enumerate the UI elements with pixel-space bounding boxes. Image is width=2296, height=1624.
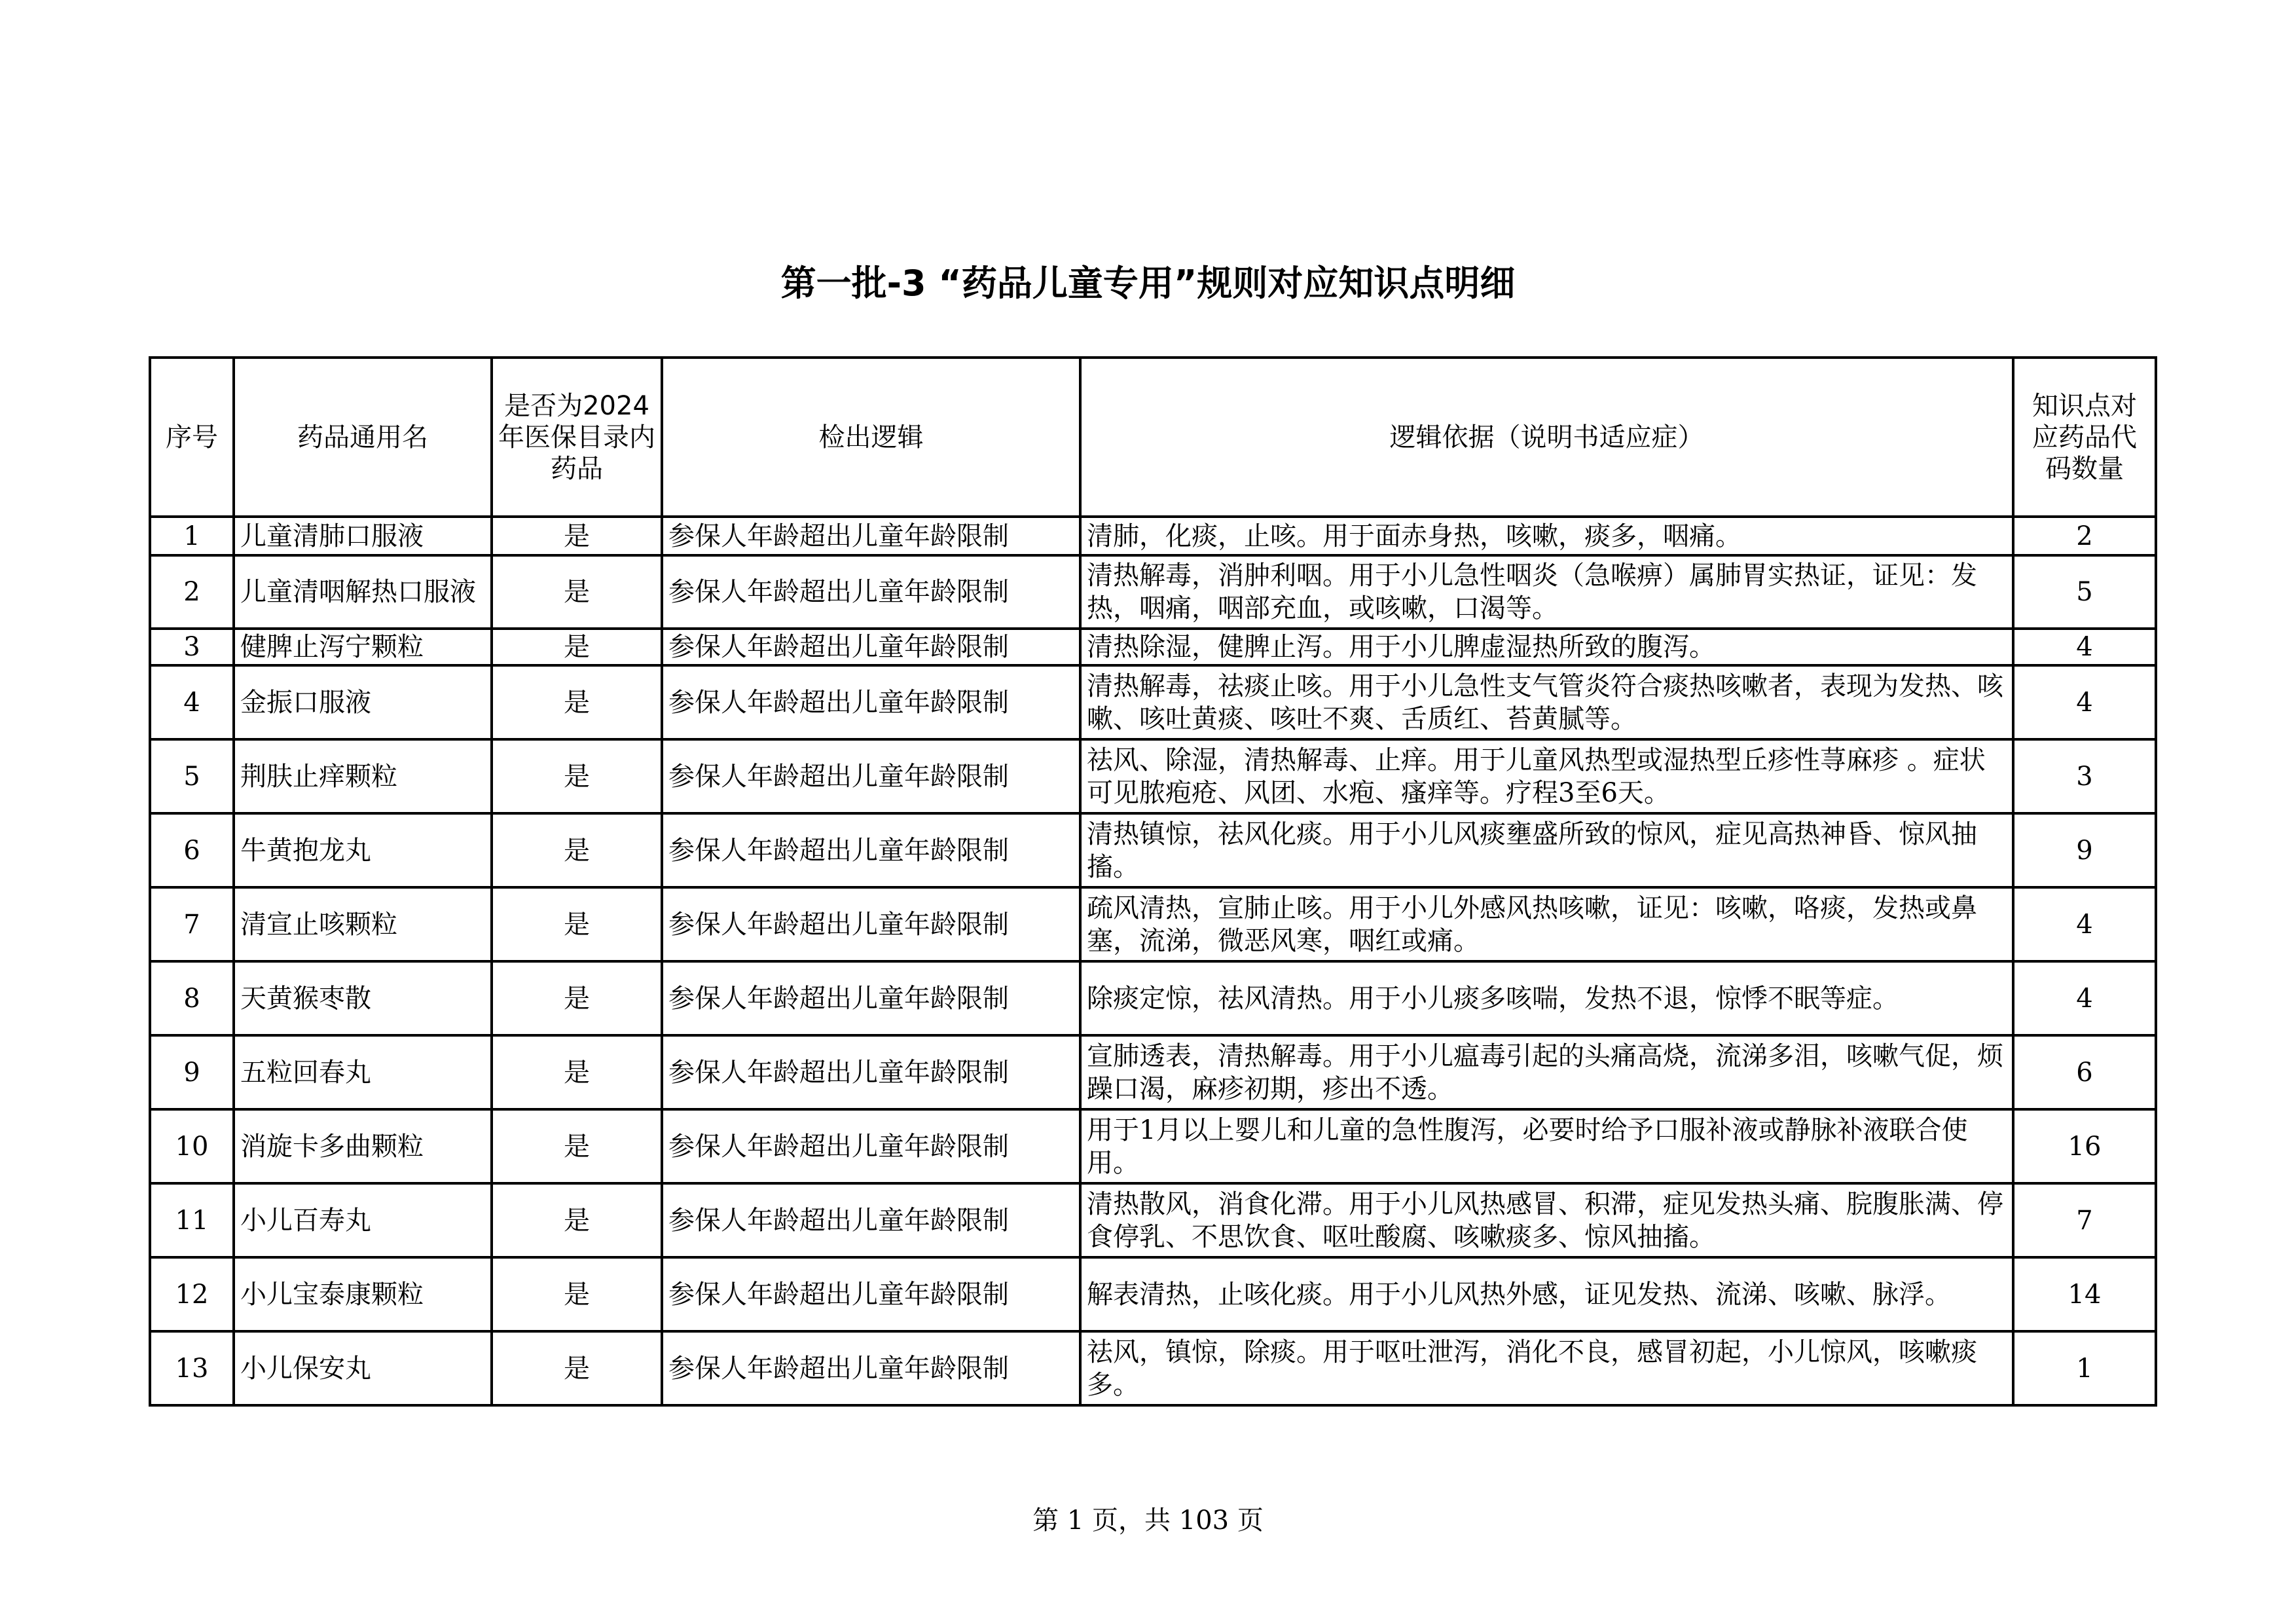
code-count-cell: 4 bbox=[2013, 887, 2156, 961]
header-no: 序号 bbox=[150, 358, 234, 517]
in-catalog-cell: 是 bbox=[492, 665, 662, 739]
table-row bbox=[150, 1035, 2156, 1109]
in-catalog-cell: 是 bbox=[492, 1183, 662, 1257]
drug-name-cell: 清宣止咳颗粒 bbox=[234, 887, 492, 961]
table-row bbox=[150, 961, 2156, 1035]
table-row bbox=[150, 555, 2156, 629]
detect-logic-cell: 参保人年龄超出儿童年龄限制 bbox=[662, 1109, 1080, 1183]
table-row bbox=[150, 1109, 2156, 1183]
row-number-cell: 1 bbox=[150, 517, 234, 555]
in-catalog-cell: 是 bbox=[492, 629, 662, 665]
detect-logic-cell: 参保人年龄超出儿童年龄限制 bbox=[662, 665, 1080, 739]
header-basis: 逻辑依据（说明书适应症） bbox=[1080, 358, 2013, 517]
in-catalog-cell: 是 bbox=[492, 961, 662, 1035]
detect-logic-cell: 参保人年龄超出儿童年龄限制 bbox=[662, 629, 1080, 665]
table-row bbox=[150, 1331, 2156, 1405]
drug-name-cell: 天黄猴枣散 bbox=[234, 961, 492, 1035]
detect-logic-cell: 参保人年龄超出儿童年龄限制 bbox=[662, 961, 1080, 1035]
in-catalog-cell: 是 bbox=[492, 555, 662, 629]
row-number-cell: 2 bbox=[150, 555, 234, 629]
code-count-cell: 5 bbox=[2013, 555, 2156, 629]
drug-name-cell: 荆肤止痒颗粒 bbox=[234, 739, 492, 813]
page-footer: 第 1 页，共 103 页 bbox=[1032, 1505, 1264, 1536]
table-row bbox=[150, 1183, 2156, 1257]
code-count-cell: 16 bbox=[2013, 1109, 2156, 1183]
drug-name-cell: 小儿百寿丸 bbox=[234, 1183, 492, 1257]
table-row bbox=[150, 1257, 2156, 1331]
row-number-cell: 8 bbox=[150, 961, 234, 1035]
code-count-cell: 2 bbox=[2013, 517, 2156, 555]
logic-basis-cell: 除痰定惊，祛风清热。用于小儿痰多咳喘，发热不退，惊悸不眠等症。 bbox=[1080, 961, 2013, 1035]
in-catalog-cell: 是 bbox=[492, 517, 662, 555]
in-catalog-cell: 是 bbox=[492, 1035, 662, 1109]
code-count-cell: 1 bbox=[2013, 1331, 2156, 1405]
detect-logic-cell: 参保人年龄超出儿童年龄限制 bbox=[662, 517, 1080, 555]
logic-basis-cell: 用于1月以上婴儿和儿童的急性腹泻，必要时给予口服补液或静脉补液联合使用。 bbox=[1080, 1109, 2013, 1183]
logic-basis-cell: 清热除湿，健脾止泻。用于小儿脾虚湿热所致的腹泻。 bbox=[1080, 629, 2013, 665]
drug-name-cell: 五粒回春丸 bbox=[234, 1035, 492, 1109]
drug-name-cell: 儿童清咽解热口服液 bbox=[234, 555, 492, 629]
in-catalog-cell: 是 bbox=[492, 813, 662, 887]
drug-name-cell: 小儿保安丸 bbox=[234, 1331, 492, 1405]
row-number-cell: 3 bbox=[150, 629, 234, 665]
logic-basis-cell: 解表清热，止咳化痰。用于小儿风热外感，证见发热、流涕、咳嗽、脉浮。 bbox=[1080, 1257, 2013, 1331]
row-number-cell: 6 bbox=[150, 813, 234, 887]
drug-name-cell: 牛黄抱龙丸 bbox=[234, 813, 492, 887]
header-logic: 检出逻辑 bbox=[662, 358, 1080, 517]
header-name: 药品通用名 bbox=[234, 358, 492, 517]
table-row bbox=[150, 629, 2156, 665]
logic-basis-cell: 宣肺透表，清热解毒。用于小儿瘟毒引起的头痛高烧，流涕多泪，咳嗽气促，烦躁口渴，麻疹初期，疹出不透。 bbox=[1080, 1035, 2013, 1109]
row-number-cell: 5 bbox=[150, 739, 234, 813]
code-count-cell: 3 bbox=[2013, 739, 2156, 813]
header-in-catalog: 是否为2024年医保目录内药品 bbox=[492, 358, 662, 517]
code-count-cell: 4 bbox=[2013, 629, 2156, 665]
drug-name-cell: 健脾止泻宁颗粒 bbox=[234, 629, 492, 665]
detect-logic-cell: 参保人年龄超出儿童年龄限制 bbox=[662, 1183, 1080, 1257]
row-number-cell: 11 bbox=[150, 1183, 234, 1257]
drug-name-cell: 消旋卡多曲颗粒 bbox=[234, 1109, 492, 1183]
logic-basis-cell: 清热解毒，消肿利咽。用于小儿急性咽炎（急喉痹）属肺胃实热证，证见：发热，咽痛，咽部充血，或咳嗽，口渴等。 bbox=[1080, 555, 2013, 629]
table-row bbox=[150, 887, 2156, 961]
detect-logic-cell: 参保人年龄超出儿童年龄限制 bbox=[662, 887, 1080, 961]
code-count-cell: 9 bbox=[2013, 813, 2156, 887]
detect-logic-cell: 参保人年龄超出儿童年龄限制 bbox=[662, 813, 1080, 887]
code-count-cell: 7 bbox=[2013, 1183, 2156, 1257]
code-count-cell: 4 bbox=[2013, 961, 2156, 1035]
in-catalog-cell: 是 bbox=[492, 1109, 662, 1183]
in-catalog-cell: 是 bbox=[492, 887, 662, 961]
logic-basis-cell: 疏风清热，宣肺止咳。用于小儿外感风热咳嗽，证见：咳嗽，咯痰，发热或鼻塞，流涕，微恶风寒，咽红或痛。 bbox=[1080, 887, 2013, 961]
header-count: 知识点对应药品代码数量 bbox=[2013, 358, 2156, 517]
row-number-cell: 13 bbox=[150, 1331, 234, 1405]
table-header-row bbox=[150, 358, 2156, 517]
code-count-cell: 4 bbox=[2013, 665, 2156, 739]
detect-logic-cell: 参保人年龄超出儿童年龄限制 bbox=[662, 1331, 1080, 1405]
drug-name-cell: 儿童清肺口服液 bbox=[234, 517, 492, 555]
drug-name-cell: 小儿宝泰康颗粒 bbox=[234, 1257, 492, 1331]
logic-basis-cell: 祛风、除湿，清热解毒、止痒。用于儿童风热型或湿热型丘疹性荨麻疹 。症状可见脓疱疮、风团、水疱、瘙痒等。疗程3至6天。 bbox=[1080, 739, 2013, 813]
row-number-cell: 7 bbox=[150, 887, 234, 961]
logic-basis-cell: 清热镇惊，祛风化痰。用于小儿风痰壅盛所致的惊风，症见高热神昏、惊风抽搐。 bbox=[1080, 813, 2013, 887]
in-catalog-cell: 是 bbox=[492, 739, 662, 813]
logic-basis-cell: 祛风，镇惊，除痰。用于呕吐泄泻，消化不良，感冒初起，小儿惊风，咳嗽痰多。 bbox=[1080, 1331, 2013, 1405]
drug-name-cell: 金振口服液 bbox=[234, 665, 492, 739]
detect-logic-cell: 参保人年龄超出儿童年龄限制 bbox=[662, 555, 1080, 629]
detect-logic-cell: 参保人年龄超出儿童年龄限制 bbox=[662, 739, 1080, 813]
detect-logic-cell: 参保人年龄超出儿童年龄限制 bbox=[662, 1257, 1080, 1331]
detect-logic-cell: 参保人年龄超出儿童年龄限制 bbox=[662, 1035, 1080, 1109]
in-catalog-cell: 是 bbox=[492, 1331, 662, 1405]
row-number-cell: 4 bbox=[150, 665, 234, 739]
table-row bbox=[150, 739, 2156, 813]
logic-basis-cell: 清肺，化痰，止咳。用于面赤身热，咳嗽，痰多，咽痛。 bbox=[1080, 517, 2013, 555]
in-catalog-cell: 是 bbox=[492, 1257, 662, 1331]
table-row bbox=[150, 665, 2156, 739]
table-row bbox=[150, 517, 2156, 555]
row-number-cell: 10 bbox=[150, 1109, 234, 1183]
code-count-cell: 6 bbox=[2013, 1035, 2156, 1109]
logic-basis-cell: 清热解毒，祛痰止咳。用于小儿急性支气管炎符合痰热咳嗽者，表现为发热、咳嗽、咳吐黄痰、咳吐不爽、舌质红、苔黄腻等。 bbox=[1080, 665, 2013, 739]
page-title: 第一批-3 “药品儿童专用”规则对应知识点明细 bbox=[780, 263, 1516, 304]
code-count-cell: 14 bbox=[2013, 1257, 2156, 1331]
row-number-cell: 9 bbox=[150, 1035, 234, 1109]
row-number-cell: 12 bbox=[150, 1257, 234, 1331]
knowledge-table bbox=[149, 356, 2157, 1407]
logic-basis-cell: 清热散风，消食化滞。用于小儿风热感冒、积滞，症见发热头痛、脘腹胀满、停食停乳、不思饮食、呕吐酸腐、咳嗽痰多、惊风抽搐。 bbox=[1080, 1183, 2013, 1257]
table-row bbox=[150, 813, 2156, 887]
